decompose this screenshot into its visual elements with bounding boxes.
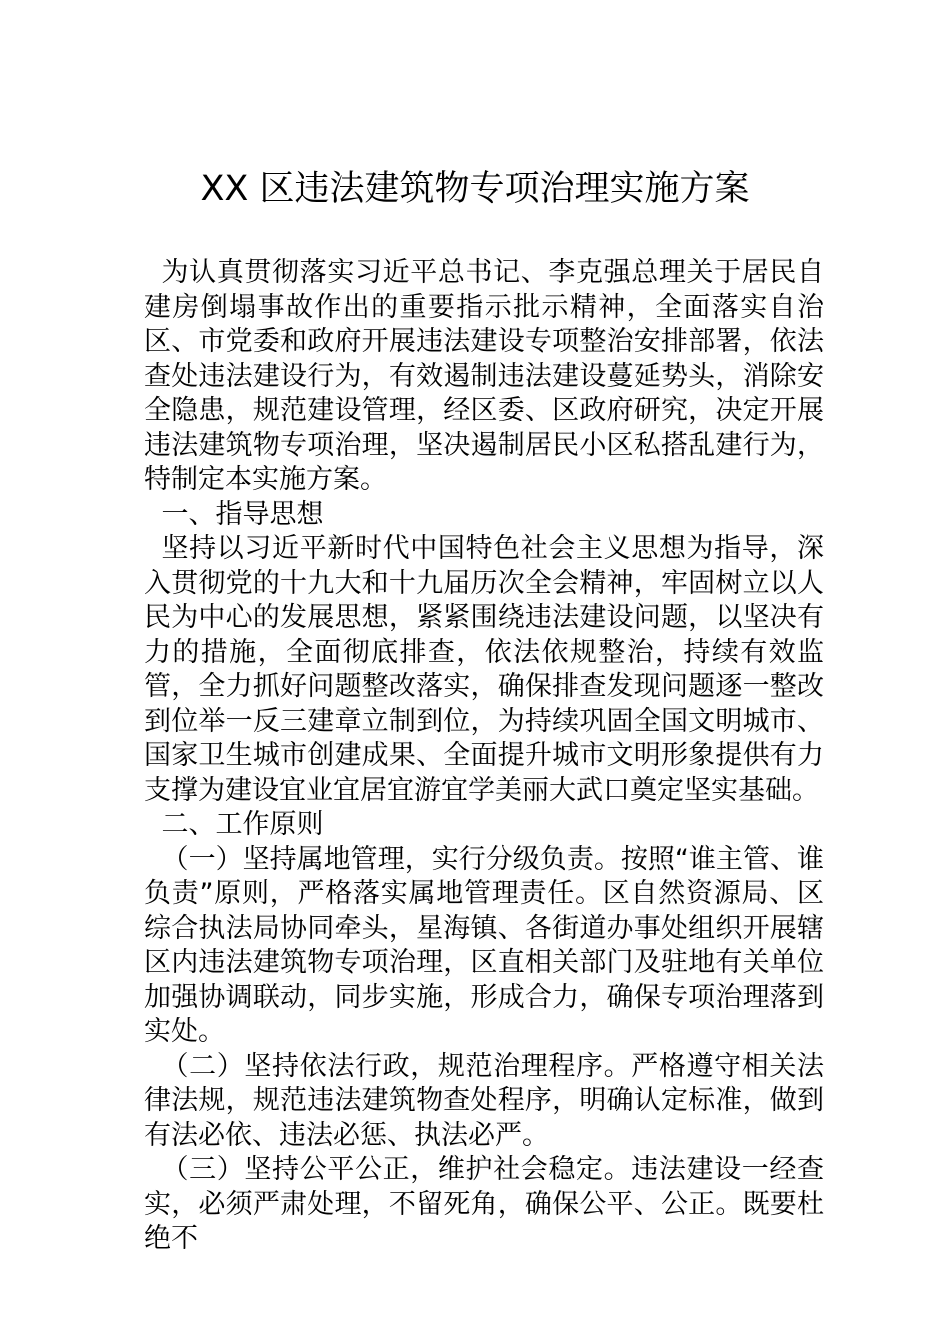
document-body	[144, 256, 824, 1257]
paragraph-intro: 为认真贯彻落实习近平总书记、李克强总理关于居民自建房倒塌事故作出的重要指示批示精神，全面落实自治区、市党委和政府开展违法建设专项整治安排部署，依法查处违法建设行为，有效遏制违法建设蔓延势头，消除安全隐患，规范建设管理，经区委、区政府研究，决定开展违法建筑物专项治理，坚决遏制居民小区私搭乱建行为，特制定本实施方案。	[144, 257, 824, 495]
section-heading-guiding-ideology: 一、指导思想	[161, 498, 324, 530]
paragraph-principle-3: （三）坚持公平公正，维护社会稳定。违法建设一经查实，必须严肃处理，不留死角，确保公平、公正。既要杜绝不	[144, 1154, 824, 1254]
section-heading-work-principles: 二、工作原则	[161, 809, 324, 840]
paragraph-principle-2: （二）坚持依法行政，规范治理程序。严格遵守相关法律法规，规范违法建筑物查处程序，明确认定标准，做到有法必依、违法必惩、执法必严。	[144, 1050, 824, 1151]
paragraph-principle-1: （一）坚持属地管理，实行分级负责。按照“谁主管、谁负责”原则，严格落实属地管理责任。区自然资源局、区综合执法局协同牵头，星海镇、各街道办事处组织开展辖区内违法建筑物专项治理，区直相关部门及驻地有关单位加强协调联动，同步实施，形成合力，确保专项治理落到实处。	[144, 843, 824, 1047]
paragraph-guiding-ideology: 坚持以习近平新时代中国特色社会主义思想为指导，深入贯彻党的十九大和十九届历次全会精神，牢固树立以人民为中心的发展思想，紧紧围绕违法建设问题，以坚决有力的措施，全面彻底排查，依法依规整治，持续有效监管，全力抓好问题整改落实，确保排查发现问题逐一整改到位举一反三建章立制到位，为持续巩固全国文明城市、国家卫生城市创建成果、全面提升城市文明形象提供有力支撑为建设宜业宜居宜游宜学美丽大武口奠定坚实基础。	[144, 533, 824, 806]
document-title: XX 区违法建筑物专项治理实施方案	[200, 169, 750, 209]
